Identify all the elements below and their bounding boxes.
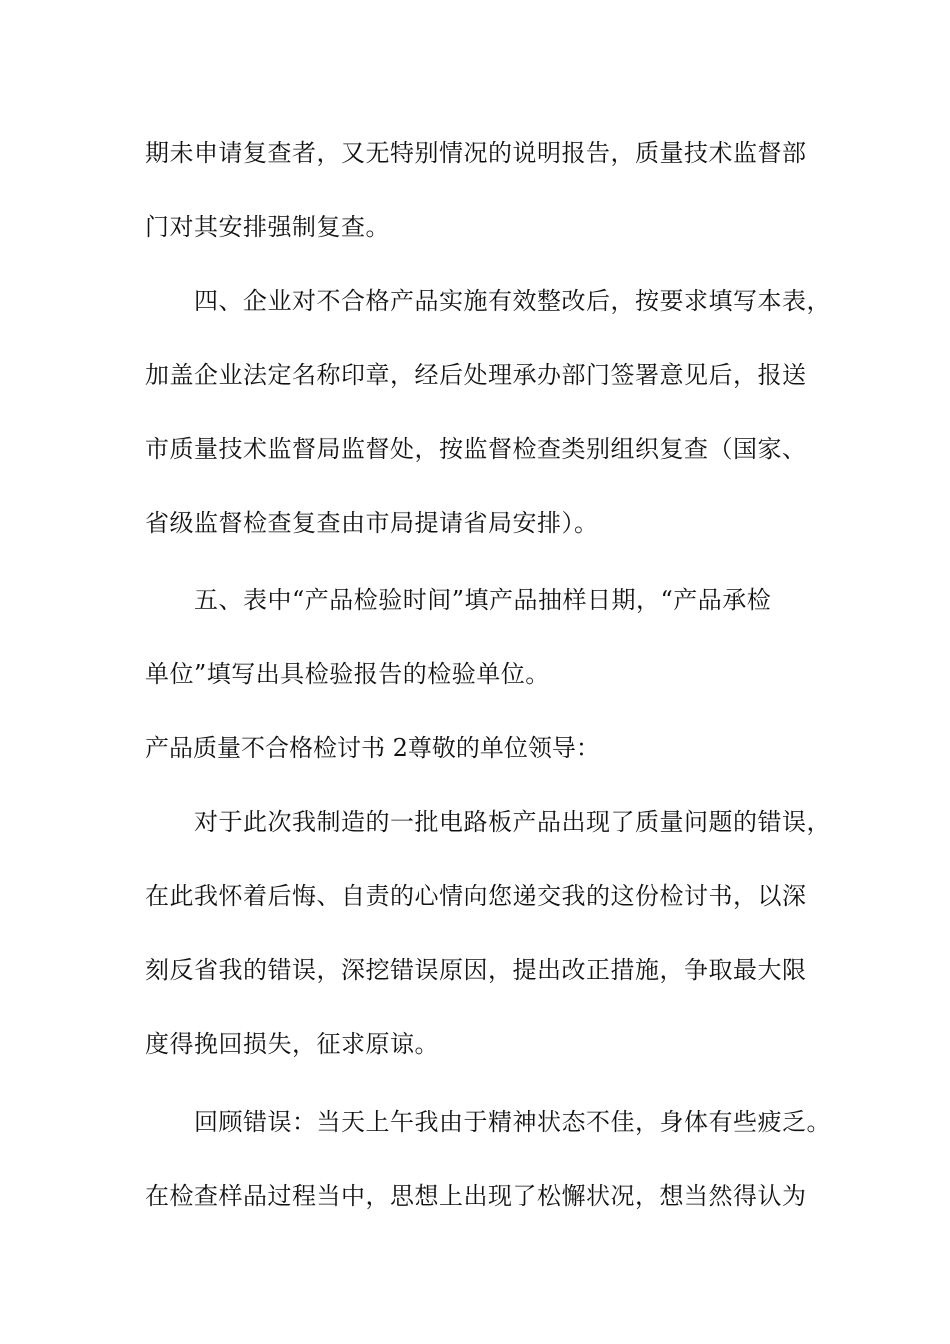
text-line: 期未申请复查者，又无特别情况的说明报告，质量技术监督部 bbox=[145, 139, 807, 167]
text-line: 对于此次我制造的一批电路板产品出现了质量问题的错误， bbox=[194, 808, 831, 836]
text-line: 单位”填写出具检验报告的检验单位。 bbox=[145, 660, 550, 688]
text-line: 市质量技术监督局监督处，按监督检查类别组织复查（国家、 bbox=[145, 435, 807, 463]
text-line: 省级监督检查复查由市局提请省局安排）。 bbox=[145, 509, 599, 537]
text-line: 在检查样品过程当中，思想上出现了松懈状况，想当然得认为 bbox=[145, 1182, 807, 1210]
text-line: 度得挽回损失，征求原谅。 bbox=[145, 1030, 439, 1058]
text-line: 加盖企业法定名称印章，经后处理承办部门签署意见后，报送 bbox=[145, 361, 807, 389]
text-line: 四、企业对不合格产品实施有效整改后，按要求填写本表， bbox=[194, 287, 831, 315]
text-line: 回顾错误：当天上午我由于精神状态不佳，身体有些疲乏。 bbox=[194, 1108, 831, 1136]
text-line: 在此我怀着后悔、自责的心情向您递交我的这份检讨书，以深 bbox=[145, 882, 807, 910]
text-line: 门对其安排强制复查。 bbox=[145, 213, 390, 241]
text-line: 刻反省我的错误，深挖错误原因，提出改正措施，争取最大限 bbox=[145, 956, 807, 984]
section-heading: 产品质量不合格检讨书 2尊敬的单位领导： bbox=[145, 734, 600, 762]
text-line: 五、表中“产品检验时间”填产品抽样日期，“产品承检 bbox=[194, 586, 772, 614]
